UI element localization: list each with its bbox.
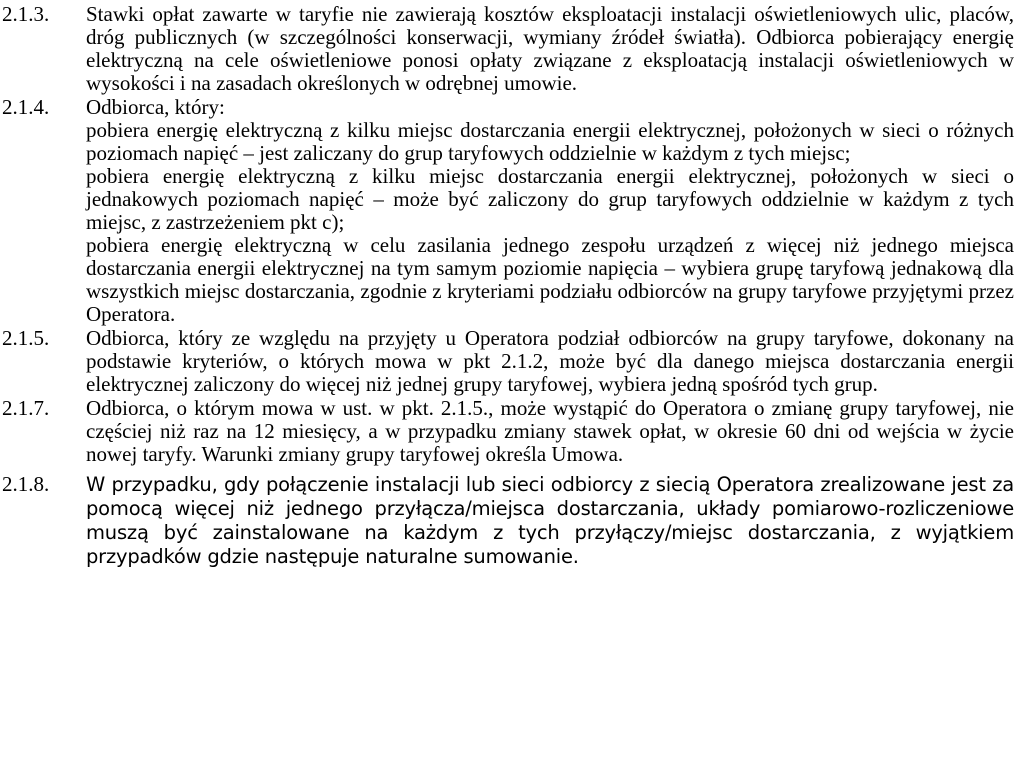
section-2-1-4 bbox=[0, 96, 1024, 326]
section-body bbox=[86, 3, 1014, 95]
section-number: 2.1.4. bbox=[2, 95, 50, 119]
paragraph: Stawki opłat zawarte w taryfie nie zawierają kosztów eksploatacji instalacji oświetleniowych ulic, placów, dróg publicznych (w szczególności konserwacji, wymiany źródeł światła). Odbiorca pobierający energię elektryczną na cele oświetleniowe ponosi opłaty związane z eksploatacją instalacji oświetleniowych w wysokości i na zasadach określonych w odrębnej umowie. bbox=[86, 2, 1014, 95]
section-2-1-5 bbox=[0, 327, 1024, 396]
paragraph: pobiera energię elektryczną z kilku miejsc dostarczania energii elektrycznej, położonych w sieci o jednakowych poziomach napięć – może być zaliczony do grup taryfowych oddzielnie w każdym z tych miejsc, z zastrzeżeniem pkt c); bbox=[86, 164, 1014, 234]
paragraph: Odbiorca, o którym mowa w ust. w pkt. 2.1.5., może wystąpić do Operatora o zmianę grupy taryfowej, nie częściej niż raz na 12 miesięcy, a w przypadku zmiany stawek opłat, w okresie 60 dni od wejścia w życie nowej taryfy. Warunki zmiany grupy taryfowej określa Umowa. bbox=[86, 396, 1014, 466]
section-2-1-7 bbox=[0, 397, 1024, 466]
paragraph: Odbiorca, który ze względu na przyjęty u Operatora podział odbiorców na grupy taryfowe, dokonany na podstawie kryteriów, o których mowa w pkt 2.1.2, może być dla danego miejsca dostarczania energii elektrycznej zaliczony do więcej niż jednej grupy taryfowej, wybiera jedną spośród tych grup. bbox=[86, 326, 1014, 396]
paragraph: Odbiorca, który: bbox=[86, 95, 225, 119]
section-body bbox=[86, 327, 1014, 396]
section-number: 2.1.7. bbox=[2, 396, 50, 420]
section-number: 2.1.5. bbox=[2, 326, 50, 350]
section-number: 2.1.8. bbox=[2, 472, 50, 496]
section-body bbox=[86, 397, 1014, 466]
paragraph: W przypadku, gdy połączenie instalacji lub sieci odbiorcy z siecią Operatora zrealizowane jest za pomocą więcej niż jednego przyłącza/miejsca dostarczania, układy pomiarowo-rozliczeniowe muszą być zainstalowane na każdym z tych przyłączy/miejsc dostarczania, z wyjątkiem przypadków gdzie następuje naturalne sumowanie. bbox=[86, 473, 1014, 568]
section-body bbox=[86, 473, 1014, 569]
paragraph: pobiera energię elektryczną w celu zasilania jednego zespołu urządzeń z więcej niż jednego miejsca dostarczania energii elektrycznej na tym samym poziomie napięcia – wybiera grupę taryfową jednakową dla wszystkich miejsc dostarczania, zgodnie z kryteriami podziału odbiorców na grupy taryfowe przyjętymi przez Operatora. bbox=[86, 233, 1014, 326]
paragraph: pobiera energię elektryczną z kilku miejsc dostarczania energii elektrycznej, położonych w sieci o różnych poziomach napięć – jest zaliczany do grup taryfowych oddzielnie w każdym z tych miejsc; bbox=[86, 118, 1014, 165]
section-2-1-8 bbox=[0, 473, 1024, 569]
section-body bbox=[86, 96, 1014, 326]
section-number: 2.1.3. bbox=[2, 2, 50, 26]
section-2-1-3 bbox=[0, 3, 1024, 95]
